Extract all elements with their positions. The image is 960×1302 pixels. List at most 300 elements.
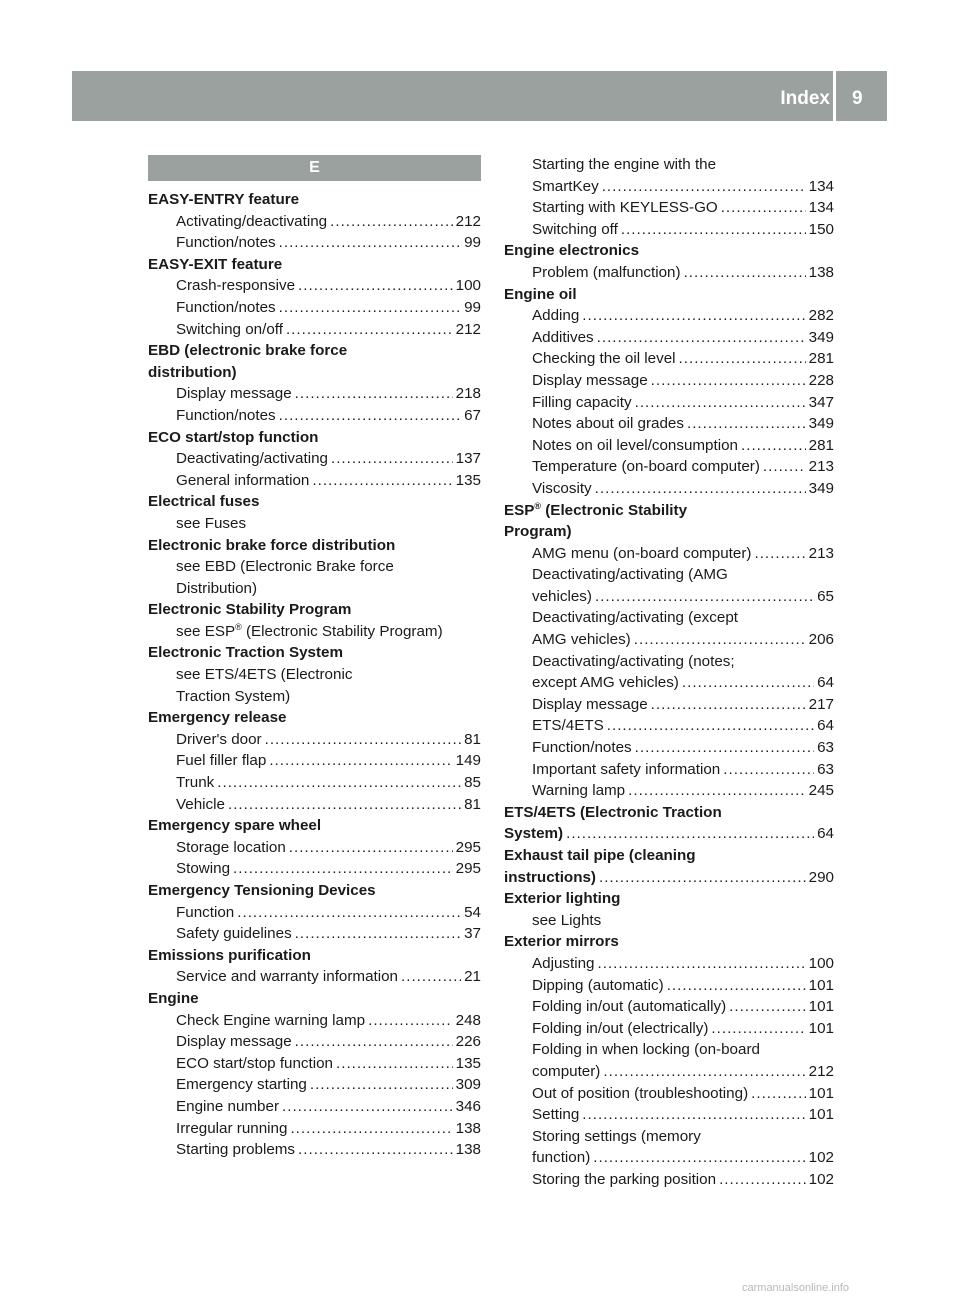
page-reference: 67 xyxy=(464,406,481,424)
topic-label: Electrical fuses xyxy=(148,493,260,511)
dot-leader xyxy=(228,794,461,816)
entry-label: Storage location xyxy=(176,838,286,856)
index-subline xyxy=(504,651,834,673)
page-reference: 102 xyxy=(808,1170,834,1188)
index-entry xyxy=(504,262,834,284)
dot-leader xyxy=(679,348,806,370)
index-entry xyxy=(504,370,834,392)
page-reference: 295 xyxy=(455,838,481,856)
subline-label: Deactivating/activating (notes; xyxy=(532,652,735,670)
entry-label: Out of position (troubleshooting) xyxy=(532,1084,749,1102)
index-topic xyxy=(148,988,481,1010)
index-topic-entry xyxy=(504,823,834,845)
topic-label: Exhaust tail pipe (cleaning xyxy=(504,847,696,864)
dot-leader xyxy=(741,435,806,457)
entry-label: System) xyxy=(504,825,564,843)
section-letter: E xyxy=(148,155,481,181)
dot-leader xyxy=(331,448,453,470)
dot-leader xyxy=(635,392,806,414)
page-reference: 101 xyxy=(808,1019,834,1037)
subline-label: Deactivating/activating (AMG xyxy=(532,566,728,584)
entry-label: Folding in/out (electrically) xyxy=(532,1019,709,1037)
index-topic xyxy=(148,189,481,211)
page-reference: 137 xyxy=(455,450,481,468)
index-topic xyxy=(148,254,481,276)
topic-label: ECO start/stop function xyxy=(148,428,319,446)
dot-leader xyxy=(595,478,806,500)
page-reference: 99 xyxy=(464,298,481,316)
subline-label: see ETS/4ETS (Electronic xyxy=(176,666,353,684)
index-entry xyxy=(504,543,834,565)
index-entry xyxy=(148,405,481,427)
index-entry xyxy=(148,1074,481,1096)
index-topic xyxy=(504,802,834,824)
dot-leader xyxy=(269,750,452,772)
entry-label: Temperature (on-board computer) xyxy=(532,458,760,476)
index-entry xyxy=(148,319,481,341)
topic-label: Electronic Stability Program xyxy=(148,601,352,619)
index-entry xyxy=(148,858,481,880)
index-entry xyxy=(504,176,834,198)
entry-label: Important safety information xyxy=(532,760,721,778)
topic-label: ESP xyxy=(504,501,535,519)
dot-leader xyxy=(282,1096,453,1118)
page-reference: 101 xyxy=(808,998,834,1016)
entry-label: function) xyxy=(532,1149,591,1167)
index-subline xyxy=(148,664,481,686)
page-reference: 213 xyxy=(808,458,834,476)
page-reference: 64 xyxy=(817,717,834,735)
dot-leader xyxy=(751,1083,806,1105)
page-reference: 100 xyxy=(455,277,481,295)
page-reference: 102 xyxy=(808,1149,834,1167)
index-entry xyxy=(148,211,481,233)
index-entry xyxy=(504,435,834,457)
entry-label: SmartKey xyxy=(532,177,599,195)
page-reference: 245 xyxy=(808,782,834,800)
dot-leader xyxy=(597,953,805,975)
index-entry xyxy=(504,413,834,435)
index-entry xyxy=(504,694,834,716)
dot-leader xyxy=(566,823,814,845)
dot-leader xyxy=(651,370,806,392)
entry-label: Function/notes xyxy=(176,234,276,252)
index-entry xyxy=(504,348,834,370)
entry-label: Function xyxy=(176,903,235,921)
dot-leader xyxy=(687,413,806,435)
header-separator xyxy=(833,71,836,121)
index-entry xyxy=(148,383,481,405)
index-entry xyxy=(504,953,834,975)
entry-label: Folding in/out (automatically) xyxy=(532,998,727,1016)
entry-label: Driver's door xyxy=(176,730,262,748)
entry-label: Switching off xyxy=(532,220,618,238)
dot-leader xyxy=(721,197,806,219)
dot-leader xyxy=(602,176,806,198)
topic-label: ETS/4ETS (Electronic Traction xyxy=(504,803,722,821)
index-topic xyxy=(148,340,481,362)
page-reference: 347 xyxy=(808,393,834,411)
page-reference: 349 xyxy=(808,479,834,497)
dot-leader xyxy=(719,1169,806,1191)
dot-leader xyxy=(298,275,453,297)
dot-leader xyxy=(682,672,814,694)
entry-label: except AMG vehicles) xyxy=(532,674,679,692)
dot-leader xyxy=(295,923,461,945)
dot-leader xyxy=(754,543,805,565)
subline-label-rest: (Electronic Stability Program) xyxy=(241,622,443,640)
dot-leader xyxy=(279,297,461,319)
index-entry xyxy=(504,586,834,608)
topic-label-rest: (Electronic Stability xyxy=(541,501,688,519)
topic-label: Program) xyxy=(504,523,572,541)
entry-label: Warning lamp xyxy=(532,782,626,800)
dot-leader xyxy=(603,1061,805,1083)
index-entry xyxy=(504,1083,834,1105)
entry-label: Problem (malfunction) xyxy=(532,263,681,281)
dot-leader xyxy=(233,858,453,880)
entry-label: AMG vehicles) xyxy=(532,631,631,649)
registered-mark: ® xyxy=(534,500,542,511)
index-column-right xyxy=(504,154,834,1191)
topic-label: Electronic brake force distribution xyxy=(148,536,396,554)
index-subline xyxy=(148,513,481,535)
entry-label: Viscosity xyxy=(532,479,592,497)
index-topic xyxy=(148,880,481,902)
subline-label: see Lights xyxy=(532,911,602,929)
page-reference: 248 xyxy=(455,1011,481,1029)
page-reference: 21 xyxy=(464,968,481,986)
page-reference: 101 xyxy=(808,976,834,994)
page-reference: 63 xyxy=(817,739,834,757)
page-reference: 212 xyxy=(808,1062,834,1080)
entry-label: Stowing xyxy=(176,860,231,878)
page-reference: 138 xyxy=(455,1141,481,1159)
page-reference: 281 xyxy=(808,436,834,454)
dot-leader xyxy=(723,759,814,781)
index-entry xyxy=(504,1169,834,1191)
page-reference: 295 xyxy=(455,860,481,878)
page-reference: 85 xyxy=(464,774,481,792)
entry-label: Notes on oil level/consumption xyxy=(532,436,738,454)
entry-label: Dipping (automatic) xyxy=(532,976,664,994)
page-reference: 134 xyxy=(808,177,834,195)
topic-label: Emergency Tensioning Devices xyxy=(148,882,376,899)
subline-label: see Fuses xyxy=(176,514,247,532)
page-reference: 138 xyxy=(808,263,834,281)
index-entry xyxy=(504,737,834,759)
topic-label: Engine electronics xyxy=(504,242,640,260)
dot-leader xyxy=(289,837,453,859)
dot-leader xyxy=(265,729,461,751)
dot-leader xyxy=(711,1018,805,1040)
dot-leader xyxy=(582,1104,805,1126)
topic-label: EBD (electronic brake force xyxy=(148,342,348,360)
index-entry xyxy=(148,1031,481,1053)
index-entry xyxy=(148,923,481,945)
dot-leader xyxy=(237,902,461,924)
index-entry xyxy=(148,1118,481,1140)
subline-label: Traction System) xyxy=(176,687,291,705)
subline-label: Storing settings (memory xyxy=(532,1127,701,1145)
page-reference: 65 xyxy=(817,587,834,605)
topic-label: Emergency spare wheel xyxy=(148,817,322,835)
entry-label: Starting with KEYLESS-GO xyxy=(532,199,718,217)
topic-label: Engine oil xyxy=(504,285,577,303)
index-entry xyxy=(504,780,834,802)
index-entry xyxy=(148,902,481,924)
page-reference: 349 xyxy=(808,415,834,433)
page-reference: 63 xyxy=(817,760,834,778)
index-entry xyxy=(148,1096,481,1118)
dot-leader xyxy=(599,867,806,889)
entry-label: Trunk xyxy=(176,774,215,792)
dot-leader xyxy=(621,219,806,241)
topic-label: Exterior lighting xyxy=(504,890,621,908)
entry-label: instructions) xyxy=(504,868,596,886)
index-entry xyxy=(504,715,834,737)
subline-label: Distribution) xyxy=(176,579,258,597)
index-entry xyxy=(504,759,834,781)
entry-label: Engine number xyxy=(176,1097,280,1115)
page-reference: 135 xyxy=(455,471,481,489)
index-entry xyxy=(504,456,834,478)
entry-label: ECO start/stop function xyxy=(176,1054,334,1072)
entry-label: Adjusting xyxy=(532,954,595,972)
index-entry xyxy=(148,470,481,492)
index-topic xyxy=(148,707,481,729)
index-entry xyxy=(148,794,481,816)
entry-label: Safety guidelines xyxy=(176,925,292,943)
page-reference: 218 xyxy=(455,385,481,403)
subline-label: Deactivating/activating (except xyxy=(532,609,738,627)
subline-label: see EBD (Electronic Brake force xyxy=(176,558,394,576)
entry-label: Display message xyxy=(176,1033,292,1051)
index-topic xyxy=(148,815,481,837)
index-topic xyxy=(504,284,834,306)
index-subline xyxy=(148,686,481,708)
entry-label: Deactivating/activating xyxy=(176,450,328,468)
page-reference: 54 xyxy=(464,903,481,921)
entry-label: Adding xyxy=(532,307,580,325)
entry-label: Display message xyxy=(532,371,648,389)
index-entry xyxy=(504,392,834,414)
entry-label: ETS/4ETS xyxy=(532,717,604,735)
index-entry xyxy=(148,275,481,297)
page-reference: 150 xyxy=(808,220,834,238)
entry-label: vehicles) xyxy=(532,587,592,605)
index-topic xyxy=(504,240,834,262)
entry-label: Function/notes xyxy=(176,406,276,424)
topic-label: Exterior mirrors xyxy=(504,933,619,951)
entry-label: Irregular running xyxy=(176,1119,288,1137)
index-topic xyxy=(148,427,481,449)
index-topic xyxy=(504,521,834,543)
index-topic xyxy=(148,491,481,513)
index-entry xyxy=(148,1010,481,1032)
subline-label: see ESP xyxy=(176,622,236,640)
dot-leader xyxy=(729,996,806,1018)
page-reference: 138 xyxy=(455,1119,481,1137)
entry-label: Crash-responsive xyxy=(176,277,296,295)
page-reference: 282 xyxy=(808,307,834,325)
dot-leader xyxy=(667,975,806,997)
entry-label: Starting problems xyxy=(176,1141,296,1159)
topic-label: distribution) xyxy=(148,363,237,381)
index-subline xyxy=(504,154,834,176)
page-reference: 290 xyxy=(808,868,834,886)
entry-label: Additives xyxy=(532,328,594,346)
page-reference: 100 xyxy=(808,954,834,972)
index-topic xyxy=(148,362,481,384)
entry-label: Storing the parking position xyxy=(532,1170,717,1188)
page-reference: 64 xyxy=(817,674,834,692)
page-reference: 134 xyxy=(808,199,834,217)
index-topic xyxy=(504,845,834,867)
dot-leader xyxy=(368,1010,453,1032)
page-reference: 101 xyxy=(808,1084,834,1102)
index-entry xyxy=(504,1147,834,1169)
index-subline xyxy=(504,607,834,629)
entry-label: computer) xyxy=(532,1062,601,1080)
page-reference: 135 xyxy=(455,1054,481,1072)
index-entry xyxy=(504,327,834,349)
dot-leader xyxy=(286,319,453,341)
index-entry xyxy=(504,219,834,241)
dot-leader xyxy=(595,586,814,608)
header-title: Index xyxy=(780,88,830,109)
entry-label: Fuel filler flap xyxy=(176,752,267,770)
page-reference: 37 xyxy=(464,925,481,943)
index-entry xyxy=(148,297,481,319)
dot-leader xyxy=(582,305,805,327)
index-entry xyxy=(504,996,834,1018)
index-subline xyxy=(504,564,834,586)
watermark: carmanualsonline.info xyxy=(742,1282,850,1294)
index-subline xyxy=(504,1039,834,1061)
page-reference: 206 xyxy=(808,631,834,649)
index-subline xyxy=(504,1126,834,1148)
entry-label: Vehicle xyxy=(176,795,225,813)
index-column-left xyxy=(148,189,481,1161)
dot-leader xyxy=(336,1053,453,1075)
dot-leader xyxy=(651,694,806,716)
entry-label: Activating/deactivating xyxy=(176,212,328,230)
dot-leader xyxy=(635,737,814,759)
entry-label: Filling capacity xyxy=(532,393,632,411)
topic-label: EASY-ENTRY feature xyxy=(148,191,300,208)
dot-leader xyxy=(607,715,814,737)
page-reference: 309 xyxy=(455,1076,481,1094)
index-subline xyxy=(148,556,481,578)
index-entry xyxy=(504,478,834,500)
dot-leader xyxy=(312,470,452,492)
page-reference: 349 xyxy=(808,328,834,346)
index-topic xyxy=(504,500,834,522)
dot-leader xyxy=(295,383,453,405)
page-reference: 346 xyxy=(455,1097,481,1115)
entry-label: Service and warranty information xyxy=(176,968,399,986)
index-topic xyxy=(148,535,481,557)
index-topic-entry xyxy=(504,867,834,889)
index-topic xyxy=(148,945,481,967)
entry-label: Display message xyxy=(176,385,292,403)
topic-label: Electronic Traction System xyxy=(148,644,343,662)
entry-label: AMG menu (on-board computer) xyxy=(532,544,752,562)
index-entry xyxy=(504,975,834,997)
dot-leader xyxy=(401,966,461,988)
index-entry xyxy=(504,672,834,694)
index-topic xyxy=(504,931,834,953)
index-entry xyxy=(148,772,481,794)
index-subline xyxy=(148,621,481,643)
index-topic xyxy=(504,888,834,910)
dot-leader xyxy=(634,629,806,651)
page-reference: 101 xyxy=(808,1106,834,1124)
dot-leader xyxy=(597,327,806,349)
entry-label: Switching on/off xyxy=(176,320,283,338)
page-reference: 212 xyxy=(455,212,481,230)
dot-leader xyxy=(217,772,461,794)
subline-label: Folding in when locking (on-board xyxy=(532,1041,760,1059)
dot-leader xyxy=(628,780,806,802)
page-reference: 213 xyxy=(808,544,834,562)
page-reference: 226 xyxy=(455,1033,481,1051)
topic-label: Engine xyxy=(148,989,199,1007)
index-entry xyxy=(148,729,481,751)
index-entry xyxy=(148,1053,481,1075)
page-reference: 81 xyxy=(464,795,481,813)
registered-mark: ® xyxy=(235,621,242,632)
dot-leader xyxy=(763,456,806,478)
dot-leader xyxy=(298,1139,453,1161)
entry-label: Function/notes xyxy=(532,739,632,757)
index-subline xyxy=(148,578,481,600)
subline-label: Starting the engine with the xyxy=(532,156,717,173)
entry-label: General information xyxy=(176,471,310,489)
dot-leader xyxy=(290,1118,452,1140)
index-topic xyxy=(148,642,481,664)
entry-label: Notes about oil grades xyxy=(532,415,684,433)
index-topic xyxy=(148,599,481,621)
page-reference: 64 xyxy=(817,825,834,843)
page-reference: 281 xyxy=(808,350,834,368)
page-reference: 217 xyxy=(808,695,834,713)
entry-label: Checking the oil level xyxy=(532,350,676,368)
dot-leader xyxy=(684,262,806,284)
page-reference: 149 xyxy=(455,752,481,770)
index-entry xyxy=(148,750,481,772)
dot-leader xyxy=(295,1031,453,1053)
index-entry xyxy=(148,1139,481,1161)
dot-leader xyxy=(279,405,461,427)
page-reference: 81 xyxy=(464,730,481,748)
dot-leader xyxy=(279,232,461,254)
topic-label: EASY-EXIT feature xyxy=(148,255,283,273)
entry-label: Display message xyxy=(532,695,648,713)
index-entry xyxy=(148,966,481,988)
index-entry xyxy=(504,629,834,651)
page-reference: 228 xyxy=(808,371,834,389)
entry-label: Setting xyxy=(532,1106,580,1124)
index-entry xyxy=(504,1104,834,1126)
index-entry xyxy=(504,305,834,327)
page-reference: 99 xyxy=(464,234,481,252)
dot-leader xyxy=(330,211,453,233)
page-number: 9 xyxy=(852,88,863,109)
index-entry xyxy=(504,1061,834,1083)
index-entry xyxy=(148,232,481,254)
